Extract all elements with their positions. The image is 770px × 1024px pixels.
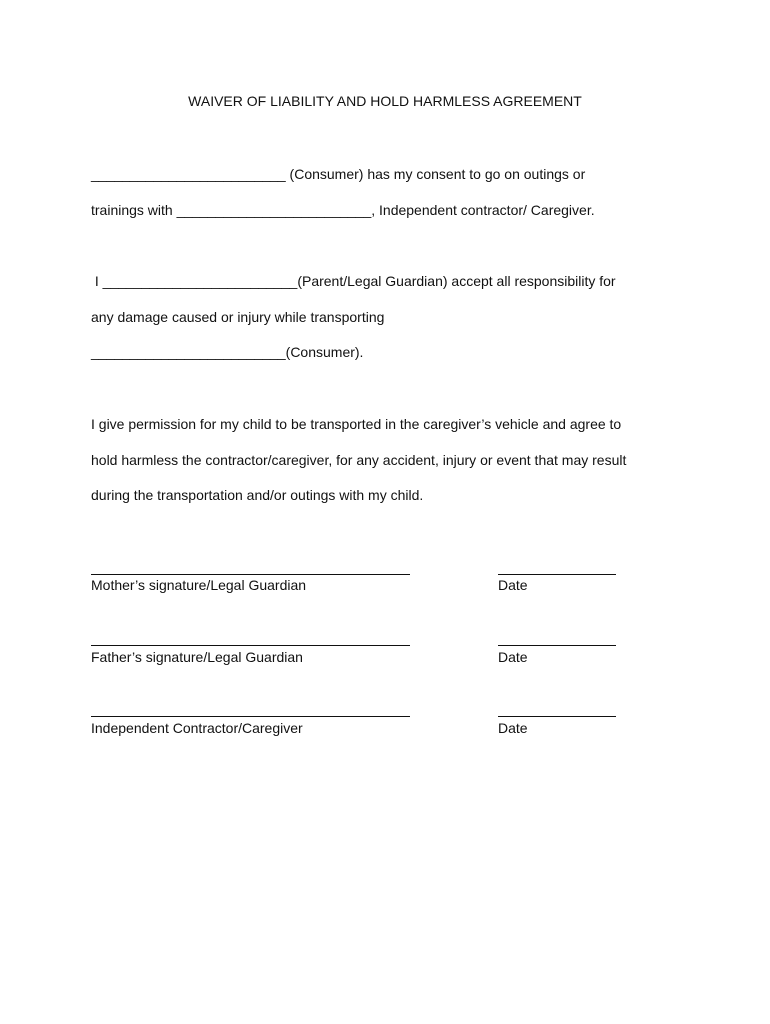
- mother-signature-label: Mother’s signature/Legal Guardian: [91, 577, 307, 593]
- responsibility-line-1: I _________________________(Parent/Legal Guardian) accept all responsibility for: [91, 273, 616, 289]
- father-date-label: Date: [498, 649, 528, 665]
- father-date-field[interactable]: [498, 645, 616, 646]
- consent-line-2: trainings with _________________________, Independent contractor/ Caregiver.: [91, 202, 595, 218]
- contractor-signature-field[interactable]: [91, 716, 410, 717]
- permission-line-3: during the transportation and/or outings with my child.: [91, 487, 424, 503]
- mother-date-label: Date: [498, 577, 528, 593]
- responsibility-line-3: _________________________(Consumer).: [91, 344, 364, 360]
- contractor-date-label: Date: [498, 720, 528, 736]
- mother-signature-field[interactable]: [91, 574, 410, 575]
- document-title: WAIVER OF LIABILITY AND HOLD HARMLESS AGREEMENT: [188, 93, 582, 109]
- permission-line-1: I give permission for my child to be transported in the caregiver’s vehicle and agree to: [91, 416, 622, 432]
- father-signature-field[interactable]: [91, 645, 410, 646]
- responsibility-line-2: any damage caused or injury while transporting: [91, 309, 385, 325]
- contractor-signature-label: Independent Contractor/Caregiver: [91, 720, 303, 736]
- consent-line-1: _________________________ (Consumer) has my consent to go on outings or: [91, 166, 586, 182]
- permission-line-2: hold harmless the contractor/caregiver, for any accident, injury or event that may result: [91, 452, 627, 468]
- mother-date-field[interactable]: [498, 574, 616, 575]
- contractor-date-field[interactable]: [498, 716, 616, 717]
- father-signature-label: Father’s signature/Legal Guardian: [91, 649, 303, 665]
